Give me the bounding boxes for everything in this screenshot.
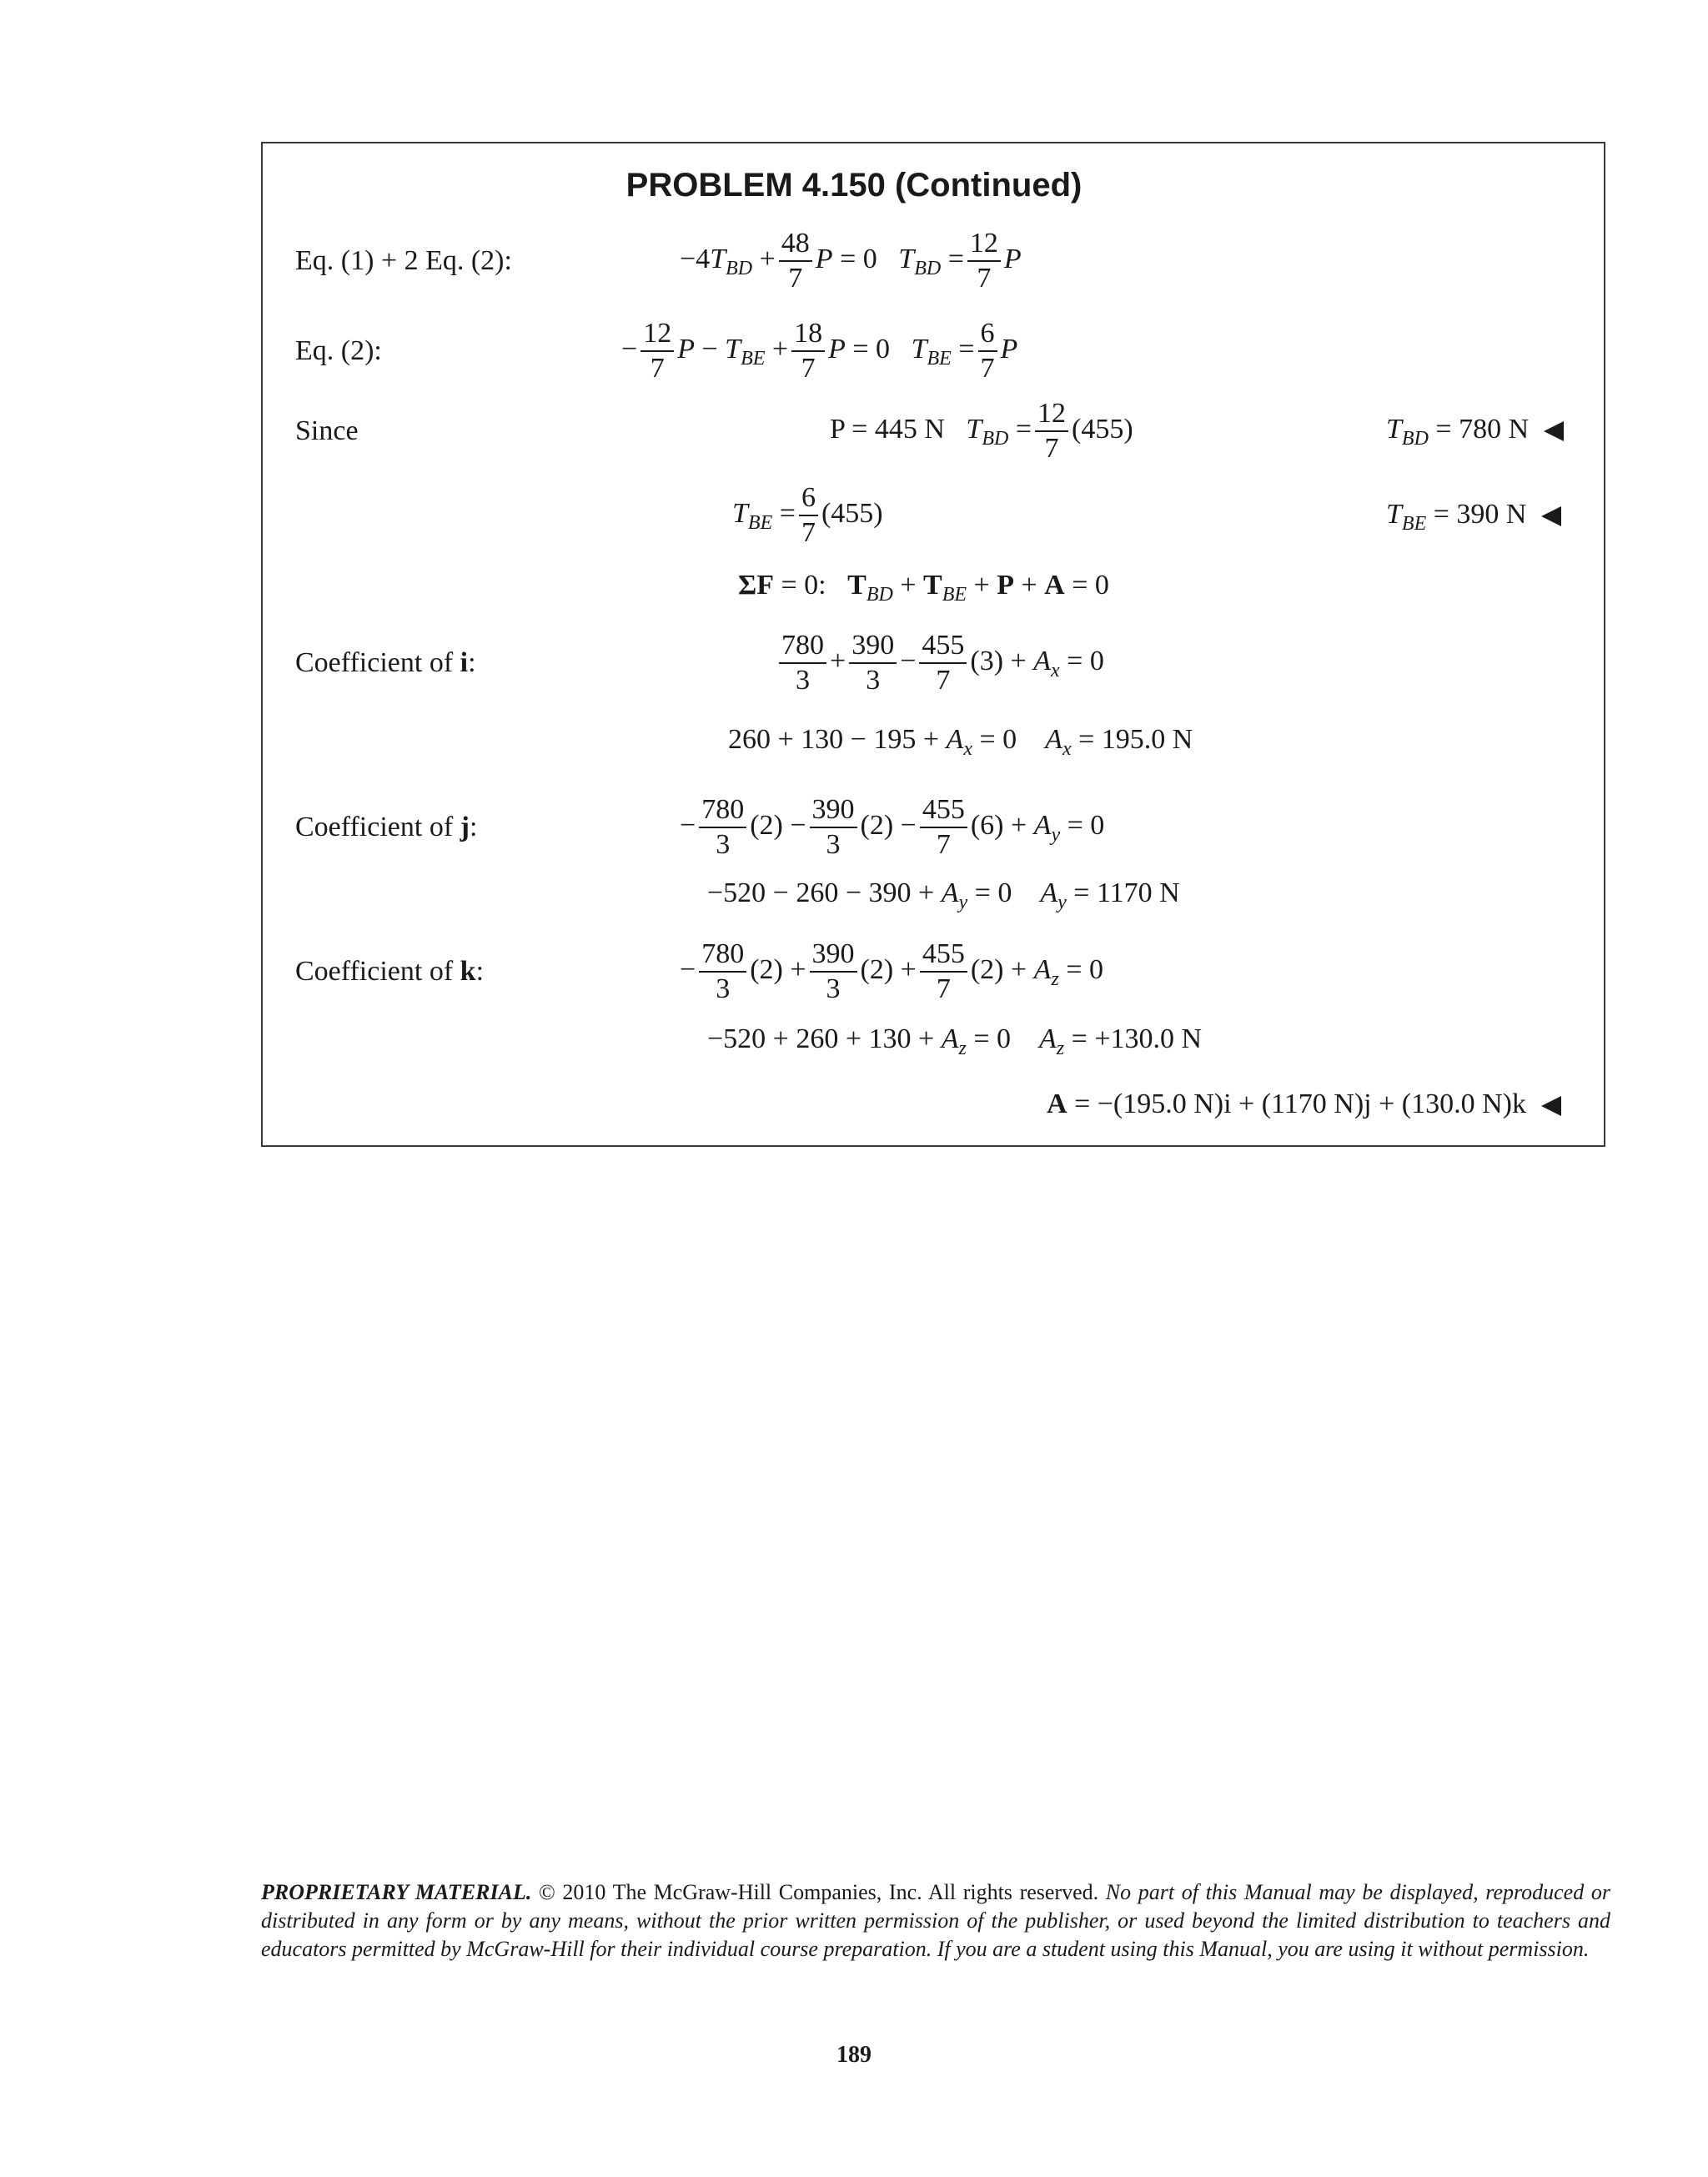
p-value: P = 445 N	[830, 413, 945, 445]
a-vector-value: = −(195.0 N)i + (1170 N)j + (130.0 N)k	[1074, 1088, 1526, 1119]
equation-ay-solution: $-520 - 260 - 390 + A_y = 0$ $A_y = 1170$ N	[707, 877, 1180, 913]
label-coefficient-j: Coefficient of j:	[295, 812, 478, 842]
label-since: Since	[295, 415, 359, 446]
equation-tbe-derivation: − $\frac{12}{7}$ $P - T_{BE}$ + $\frac{18}{7}$ P = 0 $T_{BE}$ = $\frac{6}{7}$ P	[621, 318, 1018, 384]
equation-coefficient-k: − $\frac{780}{3}$ (2) + $\frac{390}{3}$ (2) + $\frac{455}{7}$ $(2) + A_z = 0$	[680, 938, 1103, 1004]
answer-marker-icon	[1541, 1096, 1561, 1116]
equation-sum-forces: ΣF = 0: $T_{BD} + T_{BE} + P + A = 0$	[738, 570, 1109, 606]
tbe-result-value: = 390 N	[1433, 499, 1527, 530]
label-eq1-plus-2eq2: Eq. (1) + 2 Eq. (2):	[295, 245, 512, 276]
equation-az-solution: $-520 + 260 + 130 + A_z = 0$ $A_z = +130.0$ N	[707, 1023, 1203, 1059]
answer-marker-icon	[1541, 506, 1561, 526]
page-title: PROBLEM 4.150 (Continued)	[625, 167, 1083, 204]
copyright-notice: PROPRIETARY MATERIAL. © 2010 The McGraw-Hill Companies, Inc. All rights reserved. No part of this Manual may be displayed, reproduced or distributed in any form or by any means, without the prior written permission of the publisher, or used beyond the limited distribution to teachers and educators permitted by McGraw-Hill for their individual course preparation. If you are a student using this Manual, you are using it without permission.	[261, 1880, 1610, 1961]
final-answer-a: A = −(195.0 N)i + (1170 N)j + (130.0 N)k	[1047, 1090, 1561, 1119]
equation-tbe-value: $T_{BE}$ = $\frac{6}{7}$ (455)	[732, 482, 883, 548]
label-coefficient-i: Coefficient of i:	[295, 647, 476, 678]
equation-coefficient-i: $\frac{780}{3}$ + $\frac{390}{3}$ − $\frac{455}{7}$ $(3) + A_x = 0$	[776, 629, 1104, 697]
equation-coefficient-j: − $\frac{780}{3}$ (2) − $\frac{390}{3}$ (2) − $\frac{455}{7}$ $(6) + A_y = 0$	[680, 794, 1105, 860]
equation-tbd-value: P = 445 N $T_{BD}$ = $\frac{12}{7}$ (455)	[830, 398, 1133, 464]
equation-tbd-derivation: $-4T_{BD}$ + $\frac{48}{7}$ P = 0 $T_{BD}$ = $\frac{12}{7}$ P	[680, 228, 1022, 294]
label-eq2: Eq. (2):	[295, 335, 382, 366]
result-tbd: $T_{BD} = 780$ N	[1386, 415, 1564, 449]
page-number: 189	[836, 2042, 872, 2068]
label-coefficient-k: Coefficient of k:	[295, 956, 485, 987]
equation-ax-solution: $260 + 130 - 195 + A_x = 0$ $A_x = 195.0$ N	[728, 724, 1193, 760]
result-tbe: $T_{BE} = 390$ N	[1386, 500, 1561, 534]
tbd-result-value: = 780 N	[1435, 414, 1530, 445]
answer-marker-icon	[1544, 421, 1564, 441]
